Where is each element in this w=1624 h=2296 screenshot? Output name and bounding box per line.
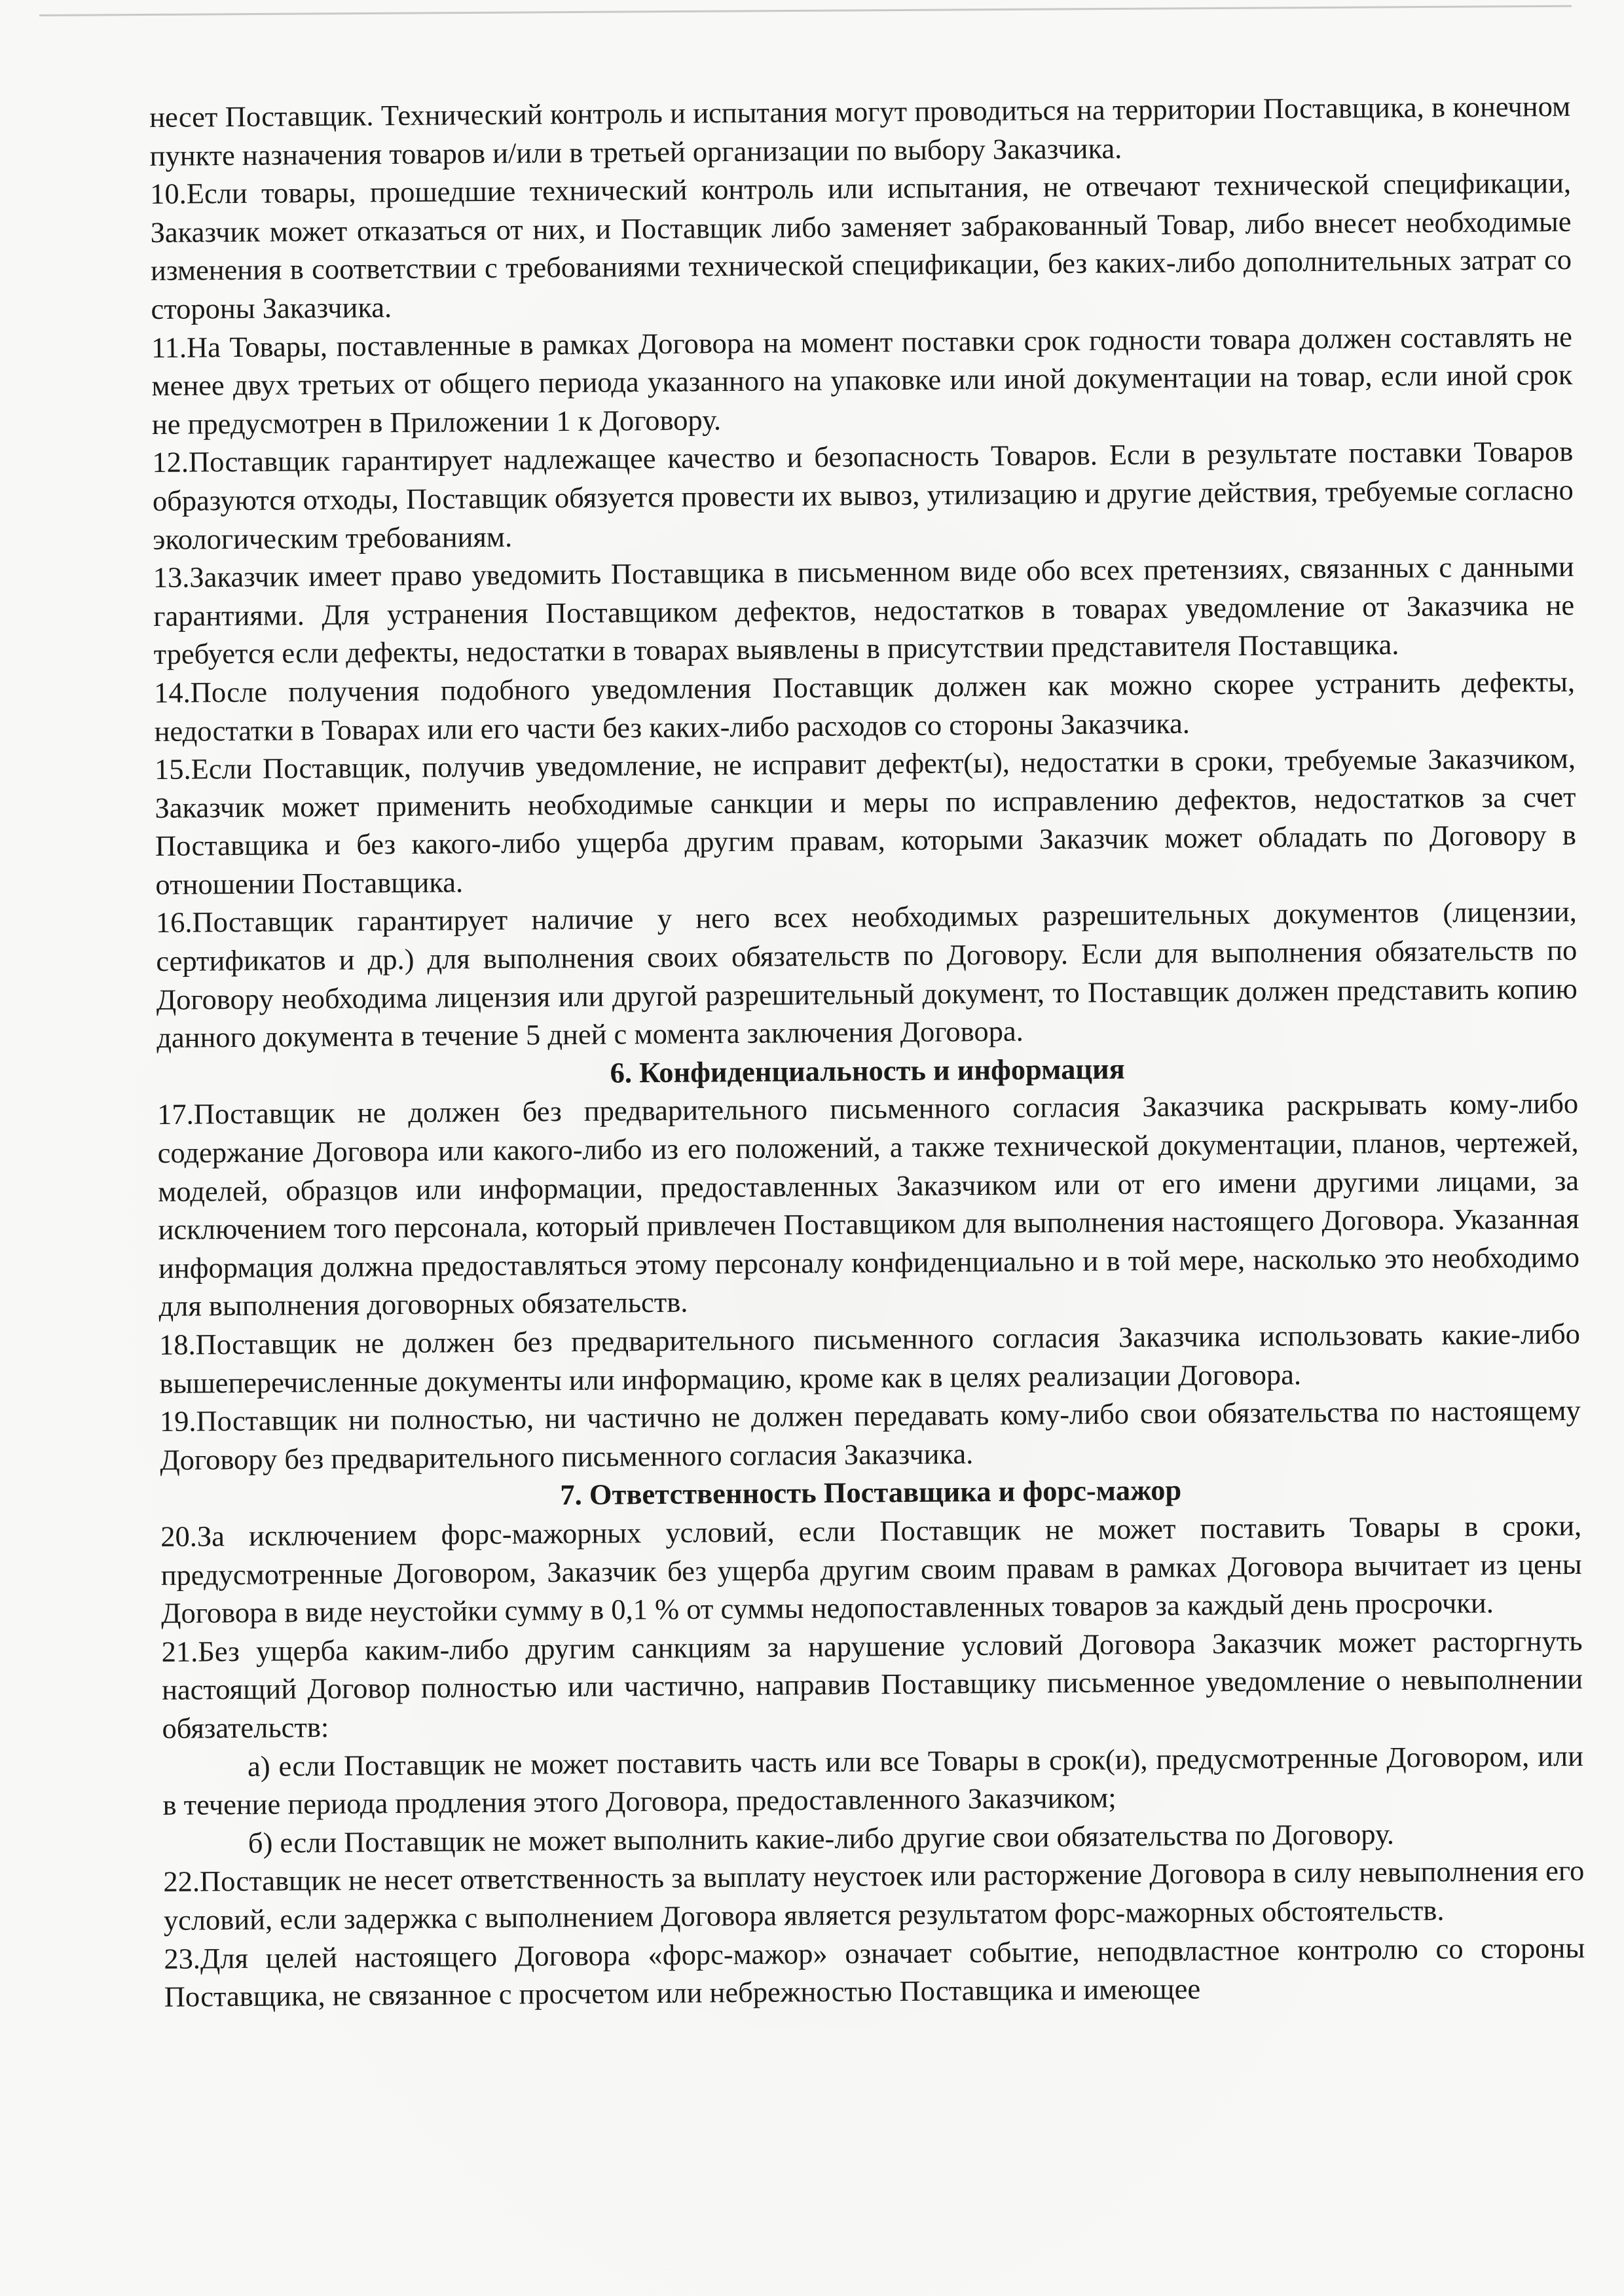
paragraph-22: 22.Поставщик не несет ответственность за выплату неустоек или расторжение Договора в силу невыполнения его условий, если задержка с выполнением Договора является результатом форс-мажорных обстоятельств. xyxy=(163,1854,1585,1937)
paragraph-intro: несет Поставщик. Технический контроль и испытания могут проводиться на территории Поставщика, в конечном пункте назначения товаров и/или в третьей организации по выбору Заказчика. xyxy=(149,89,1571,172)
section-6-heading: 6. Конфиденциальность и информация xyxy=(610,1052,1125,1089)
paragraph-23: 23.Для целей настоящего Договора «форс-мажор» означает событие, неподвластное контролю со стороны Поставщика, не связанное с просчетом или небрежностью Поставщика и имеющее xyxy=(164,1931,1585,2014)
paragraph-11: 11.На Товары, поставленные в рамках Договора на момент поставки срок годности товара должен составлять не менее двух третьих от общего периода указанного на упаковке или иной документации на товар, если иной срок не предусмотрен в Приложении 1 к Договору. xyxy=(151,319,1573,441)
contract-text xyxy=(149,87,1585,2016)
paragraph-14: 14.После получения подобного уведомления Поставщик должен как можно скорее устранить дефекты, недостатки в Товарах или его части без каких-либо расходов со стороны Заказчика. xyxy=(153,665,1576,748)
paragraph-13: 13.Заказчик имеет право уведомить Поставщика в письменном виде обо всех претензиях, связанных с данными гарантиями. Для устранения Поставщиком дефектов, недостатков в товарах уведомление от Заказчика не требуется если дефекты, недостатки в товарах выявлены в присутствии представителя Поставщика. xyxy=(153,550,1575,671)
subitem-b: б) если Поставщик не может выполнить какие-либо другие свои обязательства по Договору. xyxy=(248,1817,1395,1859)
paragraph-15: 15.Если Поставщик, получив уведомление, не исправит дефект(ы), недостатки в сроки, требуемые Заказчиком, Заказчик может применить необходимые санкции и меры по исправлению дефектов, недостатков за счет Поставщика и без какого-либо ущерба другим правам, которыми Заказчик может обладать по Договору в отношении Поставщика. xyxy=(154,742,1577,901)
paragraph-20: 20.За исключением форс-мажорных условий, если Поставщик не может поставить Товары в сроки, предусмотренные Договором, Заказчик без ущерба другим своим правам в рамках Договора вычитает из цены Договора в виде неустойки сумму в 0,1 % от суммы недопоставленных товаров за каждый день просрочки. xyxy=(160,1508,1582,1630)
paragraph-17: 17.Поставщик не должен без предварительного письменного согласия Заказчика раскрывать кому-либо содержание Договора или какого-либо из его положений, а также технической документации, планов, чертежей, моделей, образцов или информации, предоставленных Заказчиком или от его имени другими лицами, за исключением того персонала, который привлечен Поставщиком для выполнения настоящего Договора. Указанная информация должна предоставляться этому персоналу конфиденциально и в той мере, насколько это необходимо для выполнения договорных обязательств. xyxy=(157,1087,1580,1323)
paragraph-16: 16.Поставщик гарантирует наличие у него всех необходимых разрешительных документов (лицензии, сертификатов и др.) для выполнения своих обязательств по Договору. Если для выполнения обязательств по Договору необходима лицензия или другой разрешительный документ, то Поставщик должен представить копию данного документа в течение 5 дней с момента заключения Договора. xyxy=(155,895,1578,1055)
paragraph-12: 12.Поставщик гарантирует надлежащее качество и безопасность Товаров. Если в результате поставки Товаров образуются отходы, Поставщик обязуется провести их вывоз, утилизацию и другие действия, требуемые согласно экологическим требованиям. xyxy=(152,435,1574,556)
paragraph-21: 21.Без ущерба каким-либо другим санкциям за нарушение условий Договора Заказчик может расторгнуть настоящий Договор полностью или частично, направив Поставщику письменное уведомление о невыполнении обязательств: xyxy=(161,1624,1583,1745)
subitem-a: а) если Поставщик не может поставить часть или все Товары в срок(и), предусмотренные Договором, или в течение периода продления этого Договора, предоставленного Заказчиком; xyxy=(162,1739,1584,1822)
paragraph-18: 18.Поставщик не должен без предварительного письменного согласия Заказчика использовать какие-либо вышеперечисленные документы или информацию, кроме как в целях реализации Договора. xyxy=(158,1317,1581,1400)
paragraph-10: 10.Если товары, прошедшие технический контроль или испытания, не отвечают технической спецификации, Заказчик может отказаться от них, и Поставщик либо заменяет забракованный Товар, либо внесет необходимые изменения в соответствии с требованиями технической спецификации, без каких-либо дополнительных затрат со стороны Заказчика. xyxy=(149,166,1572,325)
paragraph-19: 19.Поставщик ни полностью, ни частично не должен передавать кому-либо свои обязательства по настоящему Договору без предварительного письменного согласия Заказчика. xyxy=(159,1394,1581,1476)
section-7-heading: 7. Ответственность Поставщика и форс-мажор xyxy=(560,1474,1182,1512)
paper-edge xyxy=(39,5,1572,16)
